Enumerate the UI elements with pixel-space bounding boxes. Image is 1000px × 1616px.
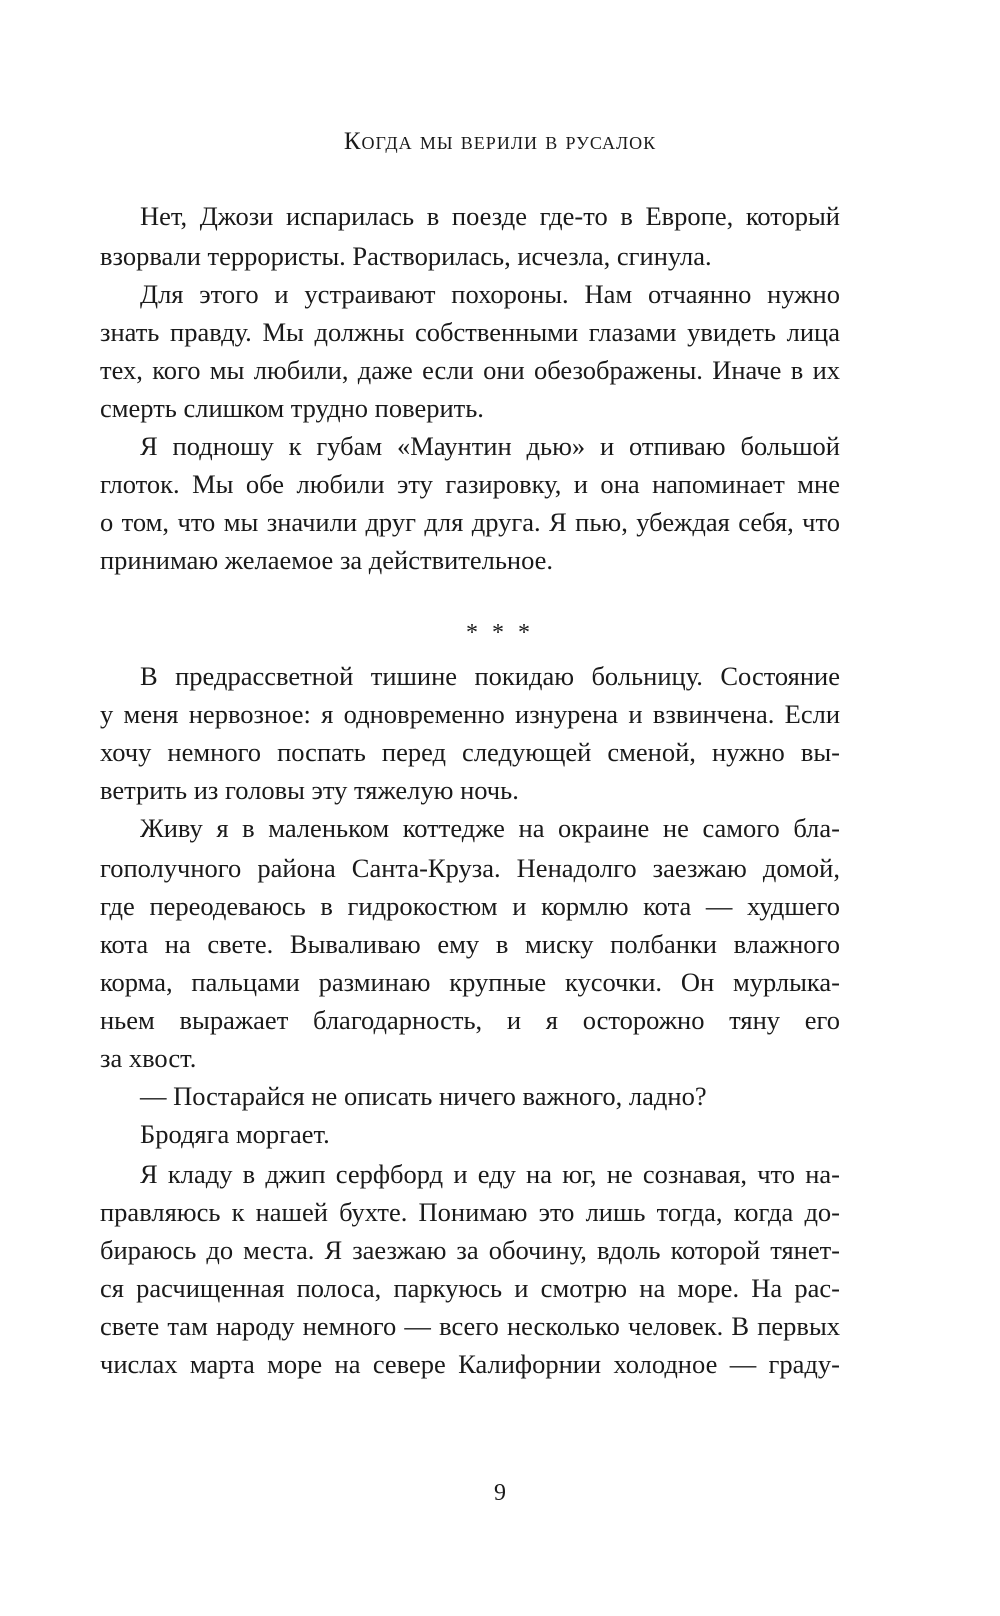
- section-break: * * *: [466, 620, 534, 646]
- text-line: ся расчищенная полоса, паркуюсь и смотрю на море. На рас-: [100, 1273, 840, 1303]
- text-line: числах марта море на севере Калифорнии холодное — граду-: [100, 1349, 840, 1379]
- text-line: принимаю желаемое за действительное.: [100, 545, 554, 575]
- text-line: Нет, Джози испарилась в поезде где-то в Европе, который: [140, 201, 840, 231]
- text-line: глоток. Мы обе любили эту газировку, и она напоминает мне: [100, 469, 840, 499]
- text-line: Я подношу к губам «Маунтин дью» и отпиваю большой: [140, 431, 840, 461]
- page-number: 9: [494, 1480, 506, 1506]
- text-line: взорвали террористы. Растворилась, исчезла, сгинула.: [100, 241, 712, 271]
- text-line: у меня нервозное: я одновременно изнурена и взвинчена. Если: [100, 699, 840, 729]
- text-line: кота на свете. Вываливаю ему в миску полбанки влажного: [100, 929, 840, 959]
- text-line: ветрить из головы эту тяжелую ночь.: [100, 775, 519, 805]
- text-line: — Постарайся не описать ничего важного, ладно?: [140, 1081, 707, 1111]
- text-line: где переодеваюсь в гидрокостюм и кормлю кота — худшего: [100, 891, 840, 921]
- text-line: ньем выражает благодарность, и я осторожно тяну его: [100, 1005, 840, 1035]
- running-head-title: Когда мы верили в русалок: [343, 128, 657, 155]
- text-line: Для этого и устраивают похороны. Нам отчаянно нужно: [140, 279, 840, 309]
- text-line: свете там народу немного — всего несколько человек. В первых: [100, 1311, 840, 1341]
- text-line: смерть слишком трудно поверить.: [100, 393, 484, 423]
- text-line: В предрассветной тишине покидаю больницу. Состояние: [140, 661, 840, 691]
- text-line: знать правду. Мы должны собственными глазами увидеть лица: [100, 317, 840, 347]
- text-line: Я кладу в джип серфборд и еду на юг, не сознавая, что на-: [140, 1159, 840, 1189]
- text-line: бираюсь до места. Я заезжаю за обочину, вдоль которой тянет-: [100, 1235, 840, 1265]
- text-line: о том, что мы значили друг для друга. Я пью, убеждая себя, что: [100, 507, 840, 537]
- text-line: Живу я в маленьком коттедже на окраине не самого бла-: [140, 813, 840, 843]
- text-line: корма, пальцами разминаю крупные кусочки. Он мурлыка-: [100, 967, 840, 997]
- text-line: хочу немного поспать перед следующей сменой, нужно вы-: [100, 737, 840, 767]
- text-line: гополучного района Санта-Круза. Ненадолго заезжаю домой,: [100, 853, 840, 883]
- text-line: Бродяга моргает.: [140, 1119, 330, 1149]
- text-line: за хвост.: [100, 1043, 197, 1073]
- text-line: правляюсь к нашей бухте. Понимаю это лишь тогда, когда до-: [100, 1197, 840, 1227]
- text-line: тех, кого мы любили, даже если они обезображены. Иначе в их: [100, 355, 840, 385]
